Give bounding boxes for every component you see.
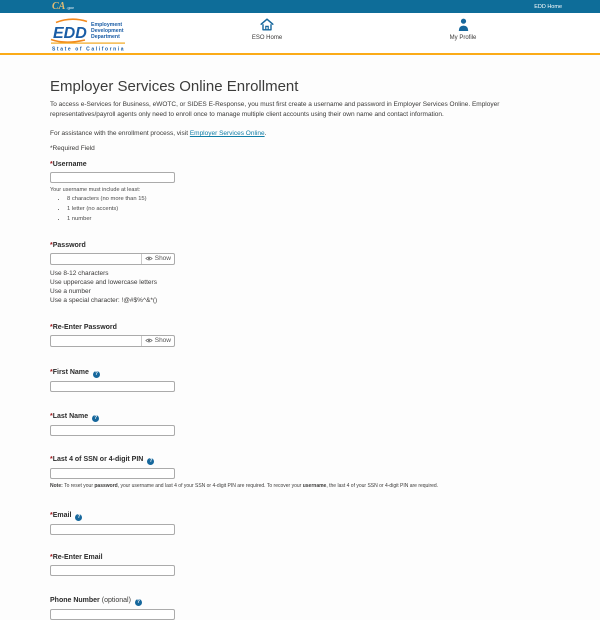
password-rules xyxy=(50,269,550,305)
username-input[interactable] xyxy=(50,172,175,183)
reenter-password-group xyxy=(50,324,550,347)
phone-label xyxy=(50,597,550,606)
utility-bar xyxy=(0,0,600,13)
main-nav xyxy=(0,13,600,55)
edd-dept-line3: Department xyxy=(91,34,120,40)
required-asterisk: * xyxy=(50,323,53,331)
phone-optional-label: (optional) xyxy=(101,596,131,604)
ssn-note-text: , your username and last 4 of your SSN or 4-digit PIN are required. To recover your xyxy=(117,482,303,489)
nav-eso-home[interactable] xyxy=(227,18,307,41)
ssn-note-bold: username xyxy=(302,482,327,489)
last-name-group xyxy=(50,413,550,436)
edd-acronym: EDD xyxy=(53,25,87,42)
reenter-email-label-text: Re-Enter Email xyxy=(52,553,103,561)
first-name-label xyxy=(50,369,550,378)
person-icon xyxy=(458,18,469,31)
nav-eso-home-label: ESO Home xyxy=(251,35,283,41)
ssn-note-text: To reset your xyxy=(62,482,95,489)
eye-icon xyxy=(145,256,153,261)
help-icon[interactable]: ? xyxy=(136,598,140,605)
edd-dept-line1: Employment xyxy=(91,22,123,28)
username-hint-item: • 1 letter (no accents) xyxy=(67,206,550,213)
show-reenter-password-button[interactable] xyxy=(141,336,174,346)
phone-label-text: Phone Number xyxy=(50,596,100,604)
username-hint-item: • 8 characters (no more than 15) xyxy=(67,196,550,203)
phone-input[interactable] xyxy=(50,609,175,620)
username-label-text: Username xyxy=(52,161,87,168)
required-asterisk: * xyxy=(50,455,53,463)
nav-my-profile-label: My Profile xyxy=(449,35,477,41)
required-field-note: *Required Field xyxy=(50,145,95,152)
password-rule: Use uppercase and lowercase letters xyxy=(50,278,157,286)
password-rule: Use 8-12 characters xyxy=(50,269,109,277)
help-icon[interactable]: ? xyxy=(77,513,81,520)
first-name-input[interactable] xyxy=(50,381,175,392)
password-input[interactable] xyxy=(51,254,141,264)
email-group xyxy=(50,512,550,535)
edd-dept-line2: Development xyxy=(91,28,124,34)
required-asterisk: * xyxy=(50,241,53,249)
reenter-email-group xyxy=(50,554,550,576)
email-input[interactable] xyxy=(50,524,175,535)
assistance-prefix: For assistance with the enrollment process, visit xyxy=(50,130,190,137)
page-title: Employer Services Online Enrollment xyxy=(50,78,299,95)
ssn-pin-label xyxy=(50,456,550,465)
password-rule: Use a special character: !@#$%^&*() xyxy=(50,296,158,304)
edd-state-line: State of California xyxy=(52,46,126,53)
home-icon xyxy=(260,18,274,31)
password-field xyxy=(50,253,175,265)
required-asterisk: * xyxy=(50,511,53,519)
username-group xyxy=(50,161,550,223)
reenter-password-label xyxy=(50,324,550,332)
ca-gov-logo[interactable] xyxy=(52,2,74,12)
intro-text: To access e-Services for Business, eWOTC, or SIDES E-Response, you must first create a username and password in Employer Services Online. Employer representatives/payroll agents only need to enroll once to manage multiple client accounts using their own name and contact information. xyxy=(50,101,500,118)
assistance-suffix: . xyxy=(264,130,267,137)
help-icon[interactable]: ? xyxy=(149,457,153,464)
required-asterisk: * xyxy=(50,161,53,168)
required-asterisk: * xyxy=(50,368,53,376)
show-password-button[interactable] xyxy=(141,254,174,264)
last-name-input[interactable] xyxy=(50,425,175,436)
password-label xyxy=(50,242,550,250)
ssn-pin-note xyxy=(50,483,550,489)
edd-logo-graphic xyxy=(49,16,127,53)
nav-my-profile[interactable] xyxy=(423,18,503,41)
reenter-email-label xyxy=(50,554,550,562)
enrollment-content xyxy=(0,79,600,620)
username-label xyxy=(50,161,550,169)
reenter-password-label-text: Re-Enter Password xyxy=(52,323,117,331)
ca-gov-logo-gov: .gov xyxy=(66,4,74,10)
email-label xyxy=(50,512,550,521)
edd-logo[interactable] xyxy=(49,16,127,58)
last-name-label-text: Last Name xyxy=(52,412,89,420)
ssn-note-text: , the last 4 of your SSN or 4-digit PIN are required. xyxy=(326,482,439,489)
first-name-label-text: First Name xyxy=(52,368,89,376)
phone-group xyxy=(50,597,550,620)
show-reenter-password-label: Show xyxy=(154,337,171,344)
phone-optional-text xyxy=(100,597,131,604)
reenter-password-field xyxy=(50,335,175,347)
assistance-text xyxy=(50,129,550,139)
reenter-password-input[interactable] xyxy=(51,336,141,346)
show-password-label: Show xyxy=(154,255,171,262)
email-label-text: Email xyxy=(52,511,72,519)
username-hint-item: • 1 number xyxy=(67,216,550,223)
ssn-pin-group xyxy=(50,456,550,489)
help-icon[interactable]: ? xyxy=(94,414,98,421)
ssn-note-bold: Note: xyxy=(50,482,63,489)
username-hints xyxy=(67,196,550,223)
password-label-text: Password xyxy=(52,241,86,249)
username-hint-title: Your username must include at least: xyxy=(50,187,141,193)
employer-services-online-link[interactable]: Employer Services Online xyxy=(189,130,265,137)
last-name-label xyxy=(50,413,550,422)
edd-home-link[interactable]: EDD Home xyxy=(534,3,562,10)
ssn-pin-label-text: Last 4 of SSN or 4-digit PIN xyxy=(52,455,144,463)
required-asterisk: * xyxy=(50,553,53,561)
password-group xyxy=(50,242,550,305)
required-asterisk: * xyxy=(50,412,53,420)
ssn-pin-input[interactable] xyxy=(50,468,175,479)
password-rule: Use a number xyxy=(50,287,91,295)
help-icon[interactable]: ? xyxy=(94,370,98,377)
first-name-group xyxy=(50,369,550,392)
reenter-email-input[interactable] xyxy=(50,565,175,576)
ca-gov-logo-ca: CA xyxy=(52,0,66,12)
ssn-note-bold: password xyxy=(94,482,118,489)
eye-icon xyxy=(145,338,153,343)
